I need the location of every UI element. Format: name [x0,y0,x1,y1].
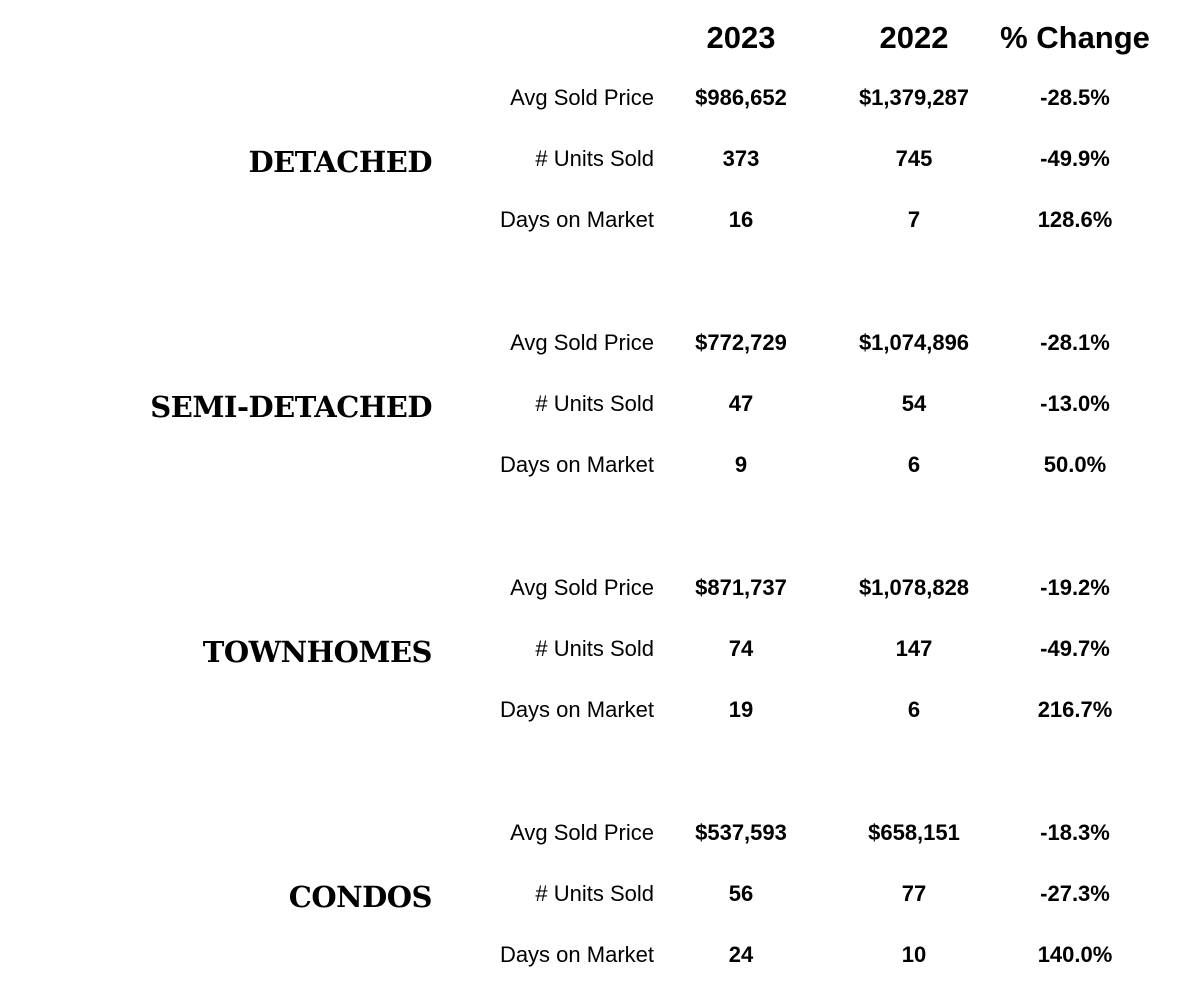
section-semi-detached [0,323,1194,507]
table-row [0,78,1194,118]
category-label: CONDOS [288,880,432,914]
header-2023: 2023 [706,20,776,55]
value-percent-change: -28.5% [1040,85,1110,110]
value-2022: 7 [907,207,921,232]
value-2022: 6 [907,697,921,722]
metric-label: Days on Market [499,942,654,967]
header-percent-change: % Change [1000,20,1150,55]
value-percent-change: 140.0% [1037,942,1113,967]
value-percent-change: -19.2% [1040,575,1110,600]
value-2023: $986,652 [695,85,787,110]
metric-label: Days on Market [499,452,654,477]
table-row [0,445,1194,485]
value-2023: 373 [722,146,760,171]
table-row [0,935,1194,975]
section-townhomes [0,568,1194,752]
table-row [0,813,1194,853]
category-label: SEMI-DETACHED [150,390,432,424]
metric-label: Days on Market [499,207,654,232]
metric-label: Avg Sold Price [510,820,654,845]
value-percent-change: -49.7% [1040,636,1110,661]
value-2022: 745 [895,146,933,171]
table-row [0,629,1194,669]
metric-label: # Units Sold [535,391,654,416]
metric-label: # Units Sold [535,881,654,906]
value-2022: $1,078,828 [858,575,970,600]
metric-label: # Units Sold [535,146,654,171]
value-2023: 16 [728,207,754,232]
table-row [0,139,1194,179]
value-2022: 147 [895,636,933,661]
value-2023: 56 [728,881,754,906]
value-percent-change: -28.1% [1040,330,1110,355]
value-percent-change: -13.0% [1040,391,1110,416]
value-2022: $1,379,287 [858,85,970,110]
value-percent-change: -27.3% [1040,881,1110,906]
value-2022: 10 [901,942,927,967]
table-row [0,568,1194,608]
value-2022: 6 [907,452,921,477]
value-percent-change: -18.3% [1040,820,1110,845]
value-2023: 19 [728,697,754,722]
header-2022: 2022 [879,20,949,55]
metric-label: Avg Sold Price [510,575,654,600]
value-percent-change: 50.0% [1043,452,1107,477]
value-2022: $1,074,896 [858,330,970,355]
metric-label: Days on Market [499,697,654,722]
value-2023: 9 [734,452,748,477]
value-percent-change: 128.6% [1037,207,1113,232]
table-row [0,323,1194,363]
value-2023: 24 [728,942,754,967]
value-2023: $772,729 [695,330,787,355]
table-row [0,384,1194,424]
value-percent-change: -49.9% [1040,146,1110,171]
category-label: TOWNHOMES [202,635,432,669]
value-2022: $658,151 [868,820,960,845]
table-row [0,200,1194,240]
value-2023: $537,593 [695,820,787,845]
category-label: DETACHED [248,145,432,179]
metric-label: Avg Sold Price [510,85,654,110]
metric-label: # Units Sold [535,636,654,661]
section-detached [0,78,1194,262]
value-2023: 74 [728,636,754,661]
value-2022: 77 [901,881,927,906]
value-2023: 47 [728,391,754,416]
table-row [0,874,1194,914]
table-row [0,690,1194,730]
value-2023: $871,737 [695,575,787,600]
value-2022: 54 [901,391,927,416]
value-percent-change: 216.7% [1037,697,1113,722]
metric-label: Avg Sold Price [510,330,654,355]
section-condos [0,813,1194,997]
